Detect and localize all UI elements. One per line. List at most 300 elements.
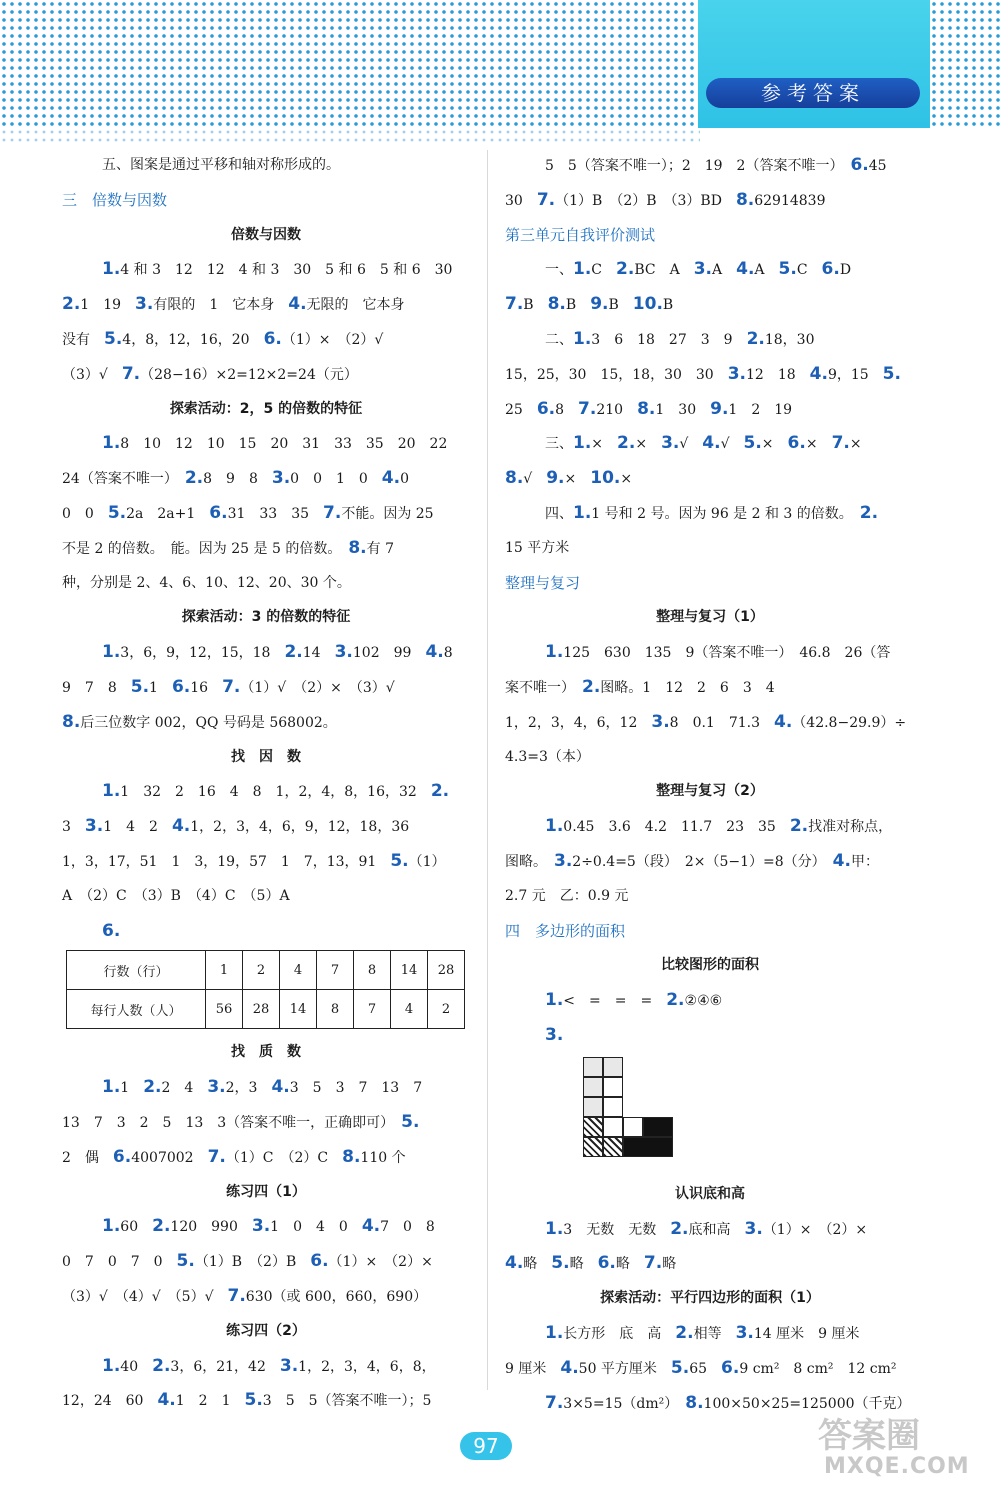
answer-text: 0 7 0 7 0 — [62, 1254, 177, 1271]
answer-text: （1）× （2）× — [762, 1221, 868, 1238]
left-column — [62, 148, 470, 1418]
answer-text: ②④⑥ — [684, 993, 723, 1010]
answer-line — [62, 809, 470, 844]
answer-text: 65 — [689, 1360, 722, 1377]
answer-text: 1，2，3，4，6，12 — [505, 714, 652, 731]
question-number: 6. — [209, 502, 228, 523]
answer-text: < = = = — [563, 993, 667, 1010]
answer-text: 62914839 — [754, 192, 826, 209]
answer-text: 30 — [505, 192, 537, 209]
answer-text: 略 — [569, 1256, 598, 1273]
question-number: 4. — [702, 433, 721, 454]
answer-text: 1，2，3，4，6，8， — [298, 1358, 436, 1375]
table-cell: 4 — [391, 990, 428, 1029]
question-number: 3. — [545, 1024, 564, 1045]
answer-text: 2.7 元 乙：0.9 元 — [505, 887, 629, 904]
watermark-url: MXQE.COM — [824, 1454, 970, 1479]
answer-line — [62, 879, 470, 914]
answer-text: （28−16）×2=12×2=24（元） — [140, 366, 358, 383]
answer-line — [505, 392, 915, 427]
grid-cell — [583, 1137, 603, 1157]
table-cell: 2 — [428, 990, 465, 1029]
answer-text: 4 和 3 12 12 4 和 3 30 5 和 6 5 和 6 30 — [120, 262, 453, 279]
answer-text: 2÷0.4=5（段） 2×（5−1）=8（分） — [572, 853, 833, 870]
table-cell: 7 — [317, 951, 354, 990]
answer-text: √ — [720, 436, 744, 453]
question-number: 7. — [323, 502, 342, 523]
answer-text: 略 — [523, 1256, 552, 1273]
question-number: 1. — [545, 816, 564, 837]
answer-text: （42.8−29.9）÷ — [792, 714, 907, 731]
question-number: 2. — [675, 1322, 694, 1343]
question-number: 5. — [176, 1251, 195, 1272]
answer-text: × — [591, 436, 618, 453]
answer-text: 后三位数字 002，QQ 号码是 568002。 — [80, 714, 337, 731]
answer-line — [505, 740, 915, 775]
table-row — [67, 990, 465, 1029]
question-number: 6. — [536, 398, 556, 419]
watermark-logo: 答案圈 — [818, 1416, 920, 1456]
answer-text: 8 10 12 10 15 20 31 33 35 20 22 — [120, 436, 448, 453]
answer-line — [505, 809, 915, 844]
answer-text: 2，3 — [225, 1080, 272, 1097]
answer-text: 案不唯一） — [505, 679, 582, 696]
answer-text: 3×5=15（dm²） — [563, 1395, 686, 1412]
answer-text: 9 厘米 — [505, 1360, 561, 1377]
table-header-cell: 行数（行） — [67, 951, 206, 990]
answer-line — [505, 357, 915, 392]
answer-line — [505, 1018, 915, 1053]
section-heading — [505, 1281, 915, 1316]
answer-text: 练习四（1） — [226, 1183, 306, 1200]
question-number: 3. — [661, 433, 680, 454]
answer-text: （3）√ — [62, 366, 122, 383]
question-number: 1. — [102, 781, 121, 802]
answer-text: 13 7 3 2 5 13 3（答案不唯一，正确即可） — [62, 1114, 402, 1131]
question-number: 7. — [831, 433, 850, 454]
grid-cell — [603, 1137, 623, 1157]
table-cell: 7 — [354, 990, 391, 1029]
question-number: 2. — [616, 259, 635, 280]
header-cyan-block — [698, 0, 930, 128]
answer-text: 12 18 — [746, 366, 810, 383]
answer-line — [62, 357, 470, 392]
table-row — [67, 951, 465, 990]
answer-line — [505, 1316, 915, 1351]
answer-line — [505, 496, 915, 531]
question-number: 2. — [789, 816, 809, 837]
answer-line — [62, 252, 470, 287]
answer-line — [62, 914, 470, 949]
question-number: 7. — [536, 189, 556, 210]
grid-cell — [583, 1117, 603, 1137]
answer-text: 无限的 它本身 — [306, 297, 405, 314]
answer-text: 9 cm² 8 cm² 12 cm² — [739, 1360, 897, 1377]
question-number: 5. — [882, 363, 901, 384]
answer-text: 1 号和 2 号。因为 96 是 2 和 3 的倍数。 — [591, 505, 860, 522]
answer-text: 4，8，12，16，20 — [122, 331, 264, 348]
question-number: 6. — [721, 1357, 740, 1378]
answer-text: 甲： — [850, 853, 879, 870]
table-header-cell: 每行人数（人） — [67, 990, 206, 1029]
question-number: 4. — [271, 1077, 290, 1098]
answer-text: 1 2 1 — [175, 1393, 245, 1410]
answer-text: 0 0 — [62, 505, 108, 522]
question-number: 1. — [573, 328, 592, 349]
question-number: 4. — [157, 1390, 176, 1411]
question-number: 8. — [735, 189, 755, 210]
answer-line — [62, 531, 470, 566]
answer-text: （1）B （2）B （3）BD — [555, 192, 736, 209]
grid-cell — [603, 1057, 623, 1077]
answer-text: × — [564, 471, 591, 488]
section-heading — [505, 774, 915, 809]
question-number: 8. — [637, 398, 656, 419]
answer-text: 100×50×25=125000（千克） — [703, 1395, 911, 1412]
answer-line — [505, 287, 915, 322]
answer-text: 0.45 3.6 4.2 11.7 23 35 — [563, 819, 790, 836]
answer-text: B — [523, 297, 548, 314]
answer-text: √ — [679, 436, 703, 453]
answer-text: 1 4 2 — [103, 819, 172, 836]
question-number: 3. — [651, 711, 670, 732]
answer-line — [505, 461, 915, 496]
section-heading — [62, 1314, 470, 1349]
answer-text: 不是 2 的倍数。 能。因为 25 是 5 的倍数。 — [62, 540, 349, 557]
question-number: 9. — [546, 468, 565, 489]
grid-cell — [583, 1057, 603, 1077]
answer-text: （1）C （2）C — [225, 1149, 343, 1166]
answer-text: 4.3=3（本） — [505, 748, 590, 765]
answer-text: C — [591, 262, 617, 279]
answer-line — [505, 635, 915, 670]
question-number: 6. — [850, 155, 869, 175]
answer-text: 整理与复习（2） — [656, 783, 764, 800]
question-number: 3. — [334, 642, 353, 663]
section-heading — [505, 218, 915, 253]
answer-text: （1）× （2）× — [328, 1254, 433, 1271]
answer-text: 认识底和高 — [675, 1185, 745, 1202]
section-heading — [505, 914, 915, 949]
answer-line — [62, 1349, 470, 1384]
section-heading — [62, 183, 470, 218]
answer-text: 8 0.1 71.3 — [669, 714, 774, 731]
question-number: 7. — [505, 294, 524, 315]
factor-table — [66, 950, 465, 1029]
answer-text: 三、 — [545, 436, 573, 453]
answer-text: 1，3，17，51 1 3，19，57 1 7，13，91 — [62, 853, 391, 870]
answer-text: 40 — [120, 1358, 153, 1375]
question-number: 7. — [643, 1253, 663, 1274]
answer-text: 底和高 — [688, 1221, 745, 1238]
answer-text: 略 — [615, 1256, 644, 1273]
question-number: 6. — [263, 328, 282, 349]
answer-text: 0 — [400, 471, 410, 488]
question-number: 5. — [670, 1357, 690, 1378]
question-number: 3. — [279, 1355, 299, 1376]
question-number: 1. — [102, 433, 121, 454]
answer-text: 有 7 — [366, 540, 394, 557]
answer-text: × — [620, 471, 633, 488]
answer-text: 3 5 3 7 13 7 — [289, 1080, 423, 1097]
answer-text: 探索活动：平行四边形的面积（1） — [600, 1290, 820, 1307]
answer-text: 没有 — [62, 331, 104, 348]
answer-text: A — [754, 262, 779, 279]
answer-line — [62, 148, 470, 183]
answer-line — [62, 1140, 470, 1175]
section-heading — [505, 1177, 915, 1212]
question-number: 2. — [746, 328, 765, 349]
answer-text: 0 0 1 0 — [290, 471, 382, 488]
answer-text: C — [796, 262, 822, 279]
table-cell: 14 — [391, 951, 428, 990]
question-number: 3. — [727, 363, 746, 384]
question-number: 5. — [130, 676, 150, 697]
answer-line — [505, 183, 915, 218]
question-number: 2. — [670, 1218, 689, 1239]
answer-text: 31 33 35 — [227, 505, 324, 522]
question-number: 1. — [545, 642, 564, 663]
question-number: 1. — [102, 1216, 121, 1237]
answer-text: B — [662, 297, 674, 314]
answer-line — [505, 1212, 915, 1247]
answer-line — [62, 287, 470, 322]
answer-text: 四、 — [545, 505, 573, 522]
question-number: 1. — [102, 642, 121, 663]
answer-text: （1）B （2）B — [194, 1254, 311, 1271]
answer-text: 倍数与因数 — [231, 226, 301, 243]
answer-text: 一、 — [545, 262, 573, 279]
question-number: 3. — [693, 259, 712, 280]
question-number: 7. — [545, 1392, 564, 1413]
question-number: 1. — [573, 259, 592, 280]
answer-text: 长方形 底 高 — [563, 1325, 676, 1342]
answer-text: 有限的 1 它本身 — [153, 297, 289, 314]
question-number: 2. — [143, 1077, 162, 1098]
question-number: 3. — [735, 1322, 754, 1343]
question-number: 4. — [736, 259, 755, 280]
answer-text: （1）× （2）√ — [281, 331, 384, 348]
answer-line — [505, 983, 915, 1018]
answer-text: 四 多边形的面积 — [505, 921, 626, 940]
answer-line — [505, 879, 915, 914]
table-cell: 28 — [243, 990, 280, 1029]
section-heading — [62, 392, 470, 427]
right-column-lines-after — [505, 1177, 915, 1421]
question-number: 1. — [545, 1218, 564, 1239]
question-number: 6. — [171, 676, 191, 697]
answer-text: 1 — [149, 679, 172, 696]
question-number: 9. — [590, 294, 609, 315]
answer-text: 1 30 — [655, 401, 711, 418]
question-number: 1. — [545, 990, 564, 1011]
answer-line — [62, 635, 470, 670]
answer-text: × — [849, 436, 862, 453]
question-number: 8. — [547, 294, 566, 315]
question-number: 4. — [381, 468, 401, 489]
answer-text: 8 — [443, 645, 453, 662]
question-number: 6. — [597, 1253, 616, 1274]
answer-text: 25 — [505, 401, 537, 418]
answer-text: 16 — [190, 679, 223, 696]
question-number: 6. — [821, 259, 840, 280]
question-number: 4. — [505, 1253, 524, 1274]
answer-text: 略 — [662, 1256, 677, 1273]
page-number: 97 — [460, 1432, 512, 1460]
answer-text: 8 9 8 — [203, 471, 272, 488]
answer-line — [505, 1351, 915, 1386]
answer-text: 探索活动：3 的倍数的特征 — [181, 609, 351, 626]
question-number: 5. — [104, 328, 123, 349]
answer-line — [62, 1383, 470, 1418]
table-cell: 8 — [354, 951, 391, 990]
answer-text: × — [805, 436, 832, 453]
answer-text: A （2）C （3）B （4）C （5）A — [62, 887, 290, 904]
question-number: 2. — [152, 1355, 171, 1376]
answer-text: 练习四（2） — [226, 1322, 306, 1339]
answer-line — [505, 426, 915, 461]
answer-line — [62, 1244, 470, 1279]
question-number: 1. — [545, 1322, 564, 1343]
answer-text: 整理与复习 — [505, 573, 581, 592]
answer-text: 3 — [62, 819, 85, 836]
answer-text: × — [761, 436, 788, 453]
section-heading — [505, 948, 915, 983]
answer-text: D — [839, 262, 852, 279]
answer-text: 1 19 — [80, 297, 136, 314]
question-number: 6. — [310, 1251, 329, 1272]
question-number: 2. — [582, 676, 601, 697]
answer-text: 24（答案不唯一） — [62, 471, 185, 488]
answer-line — [505, 670, 915, 705]
question-number: 3. — [84, 816, 104, 837]
answer-text: 2 偶 — [62, 1149, 113, 1166]
question-number: 4. — [560, 1357, 579, 1378]
answer-text: 50 平方厘米 — [578, 1360, 671, 1377]
area-grid-figure — [583, 1057, 683, 1157]
answer-text: （1） — [408, 853, 446, 870]
question-number: 3. — [251, 1216, 271, 1237]
question-number: 1. — [573, 502, 592, 523]
question-number: 6. — [787, 433, 806, 454]
answer-text: 120 990 — [170, 1219, 252, 1236]
question-number: 2. — [430, 781, 450, 802]
table-cell: 4 — [280, 951, 317, 990]
table-cell: 28 — [428, 951, 465, 990]
question-number: 9. — [710, 398, 729, 419]
answer-text: √ — [523, 471, 547, 488]
answer-text: 45 — [868, 158, 887, 174]
answer-text: 1 0 4 0 — [270, 1219, 362, 1236]
answer-line — [62, 426, 470, 461]
answer-text: 9，15 — [827, 366, 883, 383]
question-number: 5. — [107, 502, 127, 523]
answer-text: （1）√ （2）× （3）√ — [240, 679, 395, 696]
question-number: 1. — [102, 1355, 121, 1376]
question-number: 4. — [425, 642, 444, 663]
answer-line — [62, 705, 470, 740]
question-number: 5. — [390, 850, 409, 871]
answer-text: 2 4 — [161, 1080, 208, 1097]
question-number: 4. — [361, 1216, 381, 1237]
answer-text: 不能。因为 25 — [341, 505, 434, 522]
left-column-lines — [62, 148, 470, 948]
answer-text: 2a 2a+1 — [126, 505, 210, 522]
answer-line — [62, 774, 470, 809]
question-number: 5. — [551, 1253, 570, 1274]
question-number: 3. — [207, 1077, 226, 1098]
answer-text: A — [711, 262, 737, 279]
answer-text: （3）√ （4）√ （5）√ — [62, 1288, 228, 1305]
answer-text: 1 32 2 16 4 8 1，2，4，8，16，32 — [120, 784, 431, 801]
question-number: 10. — [632, 294, 663, 315]
answer-line — [505, 148, 915, 183]
question-number: 7. — [121, 363, 141, 384]
answer-text: 3 无数 无数 — [563, 1221, 671, 1238]
answer-text: 1，2，3，4，6，9，12，18，36 — [190, 819, 410, 836]
question-number: 7. — [222, 676, 241, 697]
question-number: 1. — [102, 259, 121, 280]
grid-cell — [643, 1117, 673, 1137]
grid-cell — [583, 1097, 603, 1117]
answer-text: 3，6，21，42 — [170, 1358, 280, 1375]
answer-line — [62, 670, 470, 705]
answer-text: 第三单元自我评价测试 — [505, 225, 656, 244]
answer-text: 5 5（答案不唯一）；2 19 2（答案不唯一） — [545, 158, 851, 174]
question-number: 7. — [578, 398, 597, 419]
right-column — [505, 148, 915, 1420]
answer-text: 找准对称点， — [808, 819, 893, 836]
question-number: 2. — [859, 502, 879, 523]
question-number: 7. — [227, 1285, 246, 1306]
section-heading — [62, 218, 470, 253]
answer-text: 找 因 数 — [231, 748, 301, 765]
question-number: 8. — [685, 1392, 704, 1413]
question-number: 3. — [744, 1218, 763, 1239]
spacer — [505, 1157, 915, 1177]
table-cell: 56 — [206, 990, 243, 1029]
answer-line — [505, 531, 915, 566]
answer-line — [62, 1070, 470, 1105]
table-cell: 1 — [206, 951, 243, 990]
question-number: 4. — [774, 711, 793, 732]
question-number: 2. — [666, 990, 685, 1011]
answer-text: × — [635, 436, 662, 453]
grid-cell — [583, 1077, 603, 1097]
answer-text: 3 5 5（答案不唯一）；5 — [262, 1393, 432, 1410]
answer-line — [62, 1279, 470, 1314]
question-number: 3. — [554, 850, 573, 871]
section-heading — [62, 1035, 470, 1070]
answer-text: 630（或 600，660，690） — [245, 1288, 428, 1305]
section-heading — [62, 1175, 470, 1210]
question-number: 6. — [102, 920, 121, 941]
answer-text: B — [565, 297, 591, 314]
answer-text: 125 630 135 9（答案不唯一） 46.8 26（答 — [563, 645, 891, 662]
answer-text: 14 — [302, 645, 335, 662]
section-heading — [62, 600, 470, 635]
question-number: 10. — [590, 468, 621, 489]
answer-line — [505, 844, 915, 879]
question-number: 3. — [271, 468, 291, 489]
header-dot-pattern — [0, 0, 700, 128]
answer-text: 1 2 19 — [728, 401, 793, 418]
answer-text: 110 个 — [360, 1149, 406, 1166]
answer-text: 图略。 — [505, 853, 554, 870]
answer-text: 探索活动：2，5 的倍数的特征 — [169, 400, 363, 417]
question-number: 5. — [401, 1111, 420, 1132]
question-number: 2. — [184, 468, 204, 489]
